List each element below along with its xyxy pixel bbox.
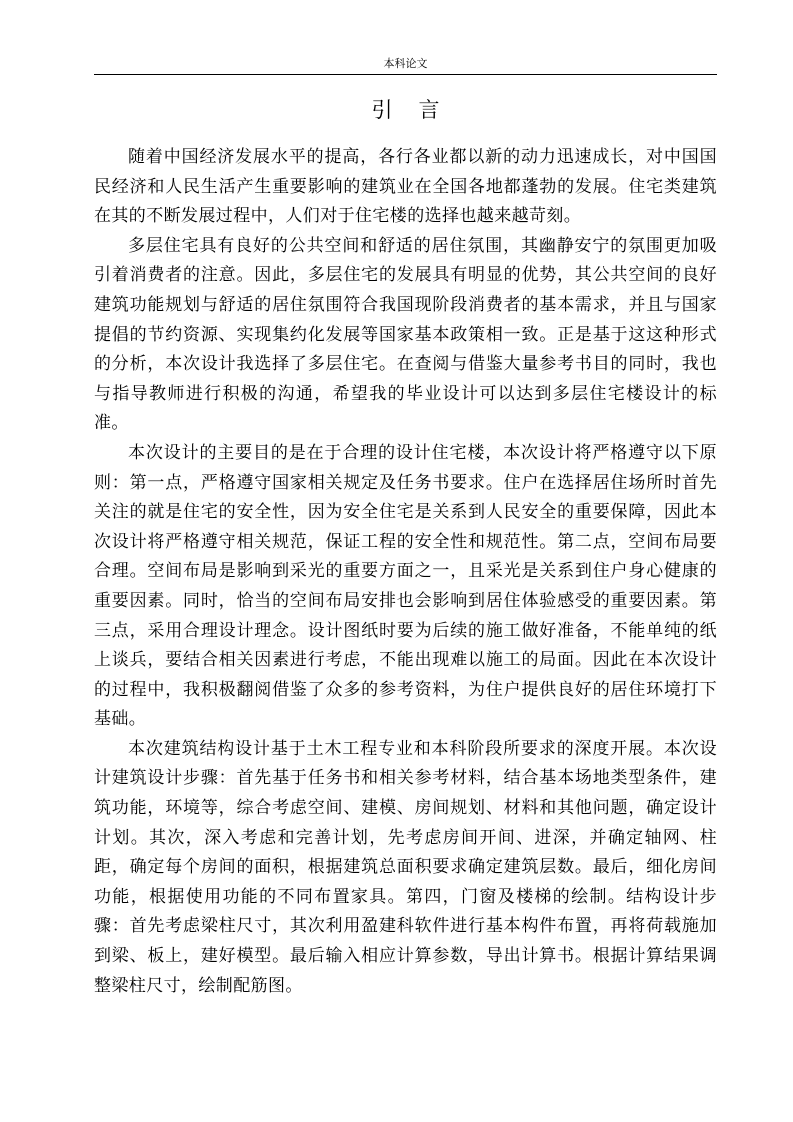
- body-text: [94, 143, 717, 1001]
- page-header: [94, 52, 717, 75]
- section-title: 引言: [371, 98, 466, 122]
- paragraph: 本次建筑结构设计基于土木工程专业和本科阶段所要求的深度开展。本次设计建筑设计步骤：首先基于任务书和相关参考材料，结合基本场地类型条件，建筑功能，环境等，综合考虑空间、建模、房间规划、材料和其他问题，确定设计计划。其次，深入考虑和完善计划，先考虑房间开间、进深，并确定轴网、柱距，确定每个房间的面积，根据建筑总面积要求确定建筑层数。最后，细化房间功能，根据使用功能的不同布置家具。第四，门窗及楼梯的绘制。结构设计步骤：首先考虑梁柱尺寸，其次利用盈建科软件进行基本构件布置，再将荷载施加到梁、板上，建好模型。最后输入相应计算参数，导出计算书。根据计算结果调整梁柱尺寸，绘制配筋图。: [94, 738, 717, 996]
- running-title: 本科论文: [383, 57, 428, 70]
- paragraph: 随着中国经济发展水平的提高，各行各业都以新的动力迅速成长，对中国国民经济和人民生活产生重要影响的建筑业在全国各地都蓬勃的发展。住宅类建筑在其的不断发展过程中，人们对于住宅楼的选择也越来越苛刻。: [94, 147, 717, 227]
- paragraph: 本次设计的主要目的是在于合理的设计住宅楼，本次设计将严格遵守以下原则：第一点，严格遵守国家相关规定及任务书要求。住户在选择居住场所时首先关注的就是住宅的安全性，因为安全住宅是关系到人民安全的重要保障，因此本次设计将严格遵守相关规范，保证工程的安全性和规范性。第二点，空间布局要合理。空间布局是影响到采光的重要方面之一，且采光是关系到住户身心健康的重要因素。同时，恰当的空间布局安排也会影响到居住体验感受的重要因素。第三点，采用合理设计理念。设计图纸时要为后续的施工做好准备，不能单纯的纸上谈兵，要结合相关因素进行考虑，不能出现难以施工的局面。因此在本次设计的过程中，我积极翻阅借鉴了众多的参考资料，为住户提供良好的居住环境打下基础。: [94, 442, 717, 730]
- paragraph: 多层住宅具有良好的公共空间和舒适的居住氛围，其幽静安宁的氛围更加吸引着消费者的注意。因此，多层住宅的发展具有明显的优势，其公共空间的良好建筑功能规划与舒适的居住氛围符合我国现阶段消费者的基本需求，并且与国家提倡的节约资源、实现集约化发展等国家基本政策相一致。正是基于这这种形式的分析，本次设计我选择了多层住宅。在查阅与借鉴大量参考书目的同时，我也与指导教师进行积极的沟通，希望我的毕业设计可以达到多层住宅楼设计的标准。: [94, 235, 717, 434]
